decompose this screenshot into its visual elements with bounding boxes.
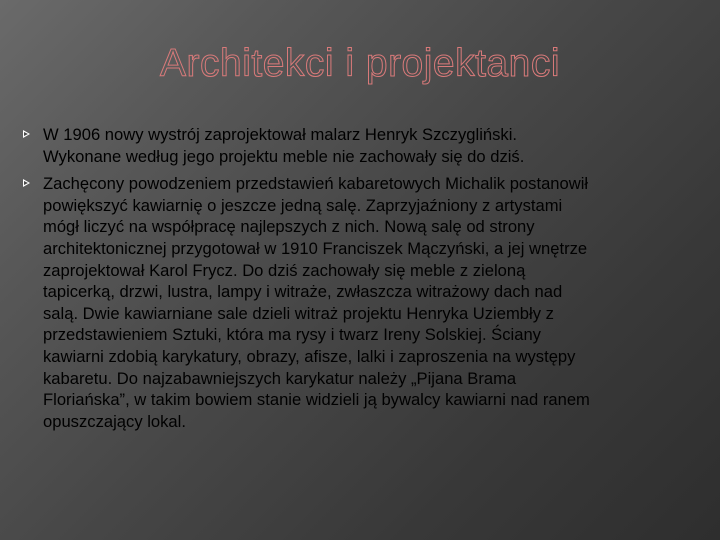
slide-body <box>43 124 683 432</box>
paragraph-2-line-9: kawiarni zdobią karykatury, obrazy, afisze, lalki i zaproszenia na występy <box>43 346 576 366</box>
paragraph-2-line-8: przedstawieniem Sztuki, która ma rysy i twarz Ireny Solskiej. Ściany <box>43 325 541 345</box>
paragraph-2-line-7: salą. Dwie kawiarniane sale dzieli witraż projektu Henryka Uziembły z <box>43 303 554 323</box>
bullet-arrow-icon <box>23 130 30 138</box>
paragraph-2-line-2: powiększyć kawiarnię o jeszcze jedną salę. Zaprzyjaźniony z artystami <box>43 195 563 215</box>
paragraph-2-line-12: opuszczający lokal. <box>43 411 186 431</box>
paragraph-2-line-11: Floriańska”, w takim bowiem stanie widzieli ją bywalcy kawiarni nad ranem <box>43 390 590 410</box>
paragraph-2-line-3: mógł liczyć na współpracę najlepszych z nich. Nową salę od strony <box>43 217 535 237</box>
paragraph-2-line-1: Zachęcony powodzeniem przedstawień kabaretowych Michalik postanowił <box>43 174 589 194</box>
paragraph-2 <box>43 173 683 432</box>
bullet-arrow-icon <box>23 179 30 187</box>
paragraph-2-line-5: zaprojektował Karol Frycz. Do dziś zachowały się meble z zieloną <box>43 260 526 280</box>
paragraph-1 <box>43 124 683 167</box>
paragraph-2-line-4: architektonicznej przygotował w 1910 Franciszek Mączyński, a jej wnętrze <box>43 238 588 258</box>
paragraph-2-line-6: tapicerką, drzwi, lustra, lampy i witraże, zwłaszcza witrażowy dach nad <box>43 282 563 302</box>
paragraph-2-line-10: kabaretu. Do najzabawniejszych karykatur należy „Pijana Brama <box>43 368 517 388</box>
slide-title: Architekci i projektanci <box>160 42 560 85</box>
paragraph-1-line-1: W 1906 nowy wystrój zaprojektował malarz Henryk Szczygliński. <box>43 125 517 144</box>
paragraph-1-line-2: Wykonane według jego projektu meble nie zachowały się do dziś. <box>43 146 525 166</box>
